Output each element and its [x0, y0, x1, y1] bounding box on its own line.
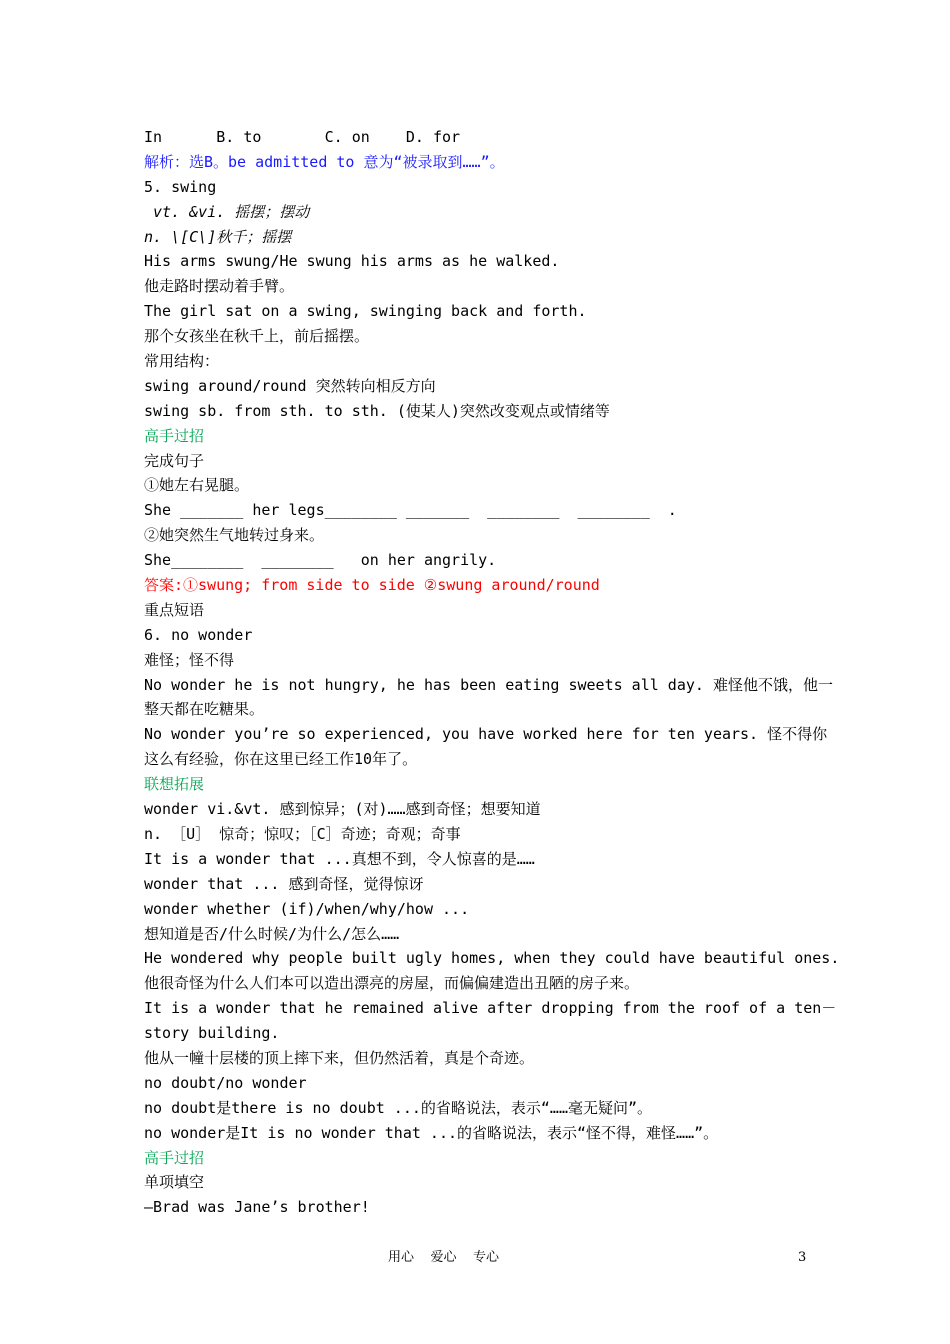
- example-zh: 那个女孩坐在秋千上，前后摇摆。: [144, 327, 370, 346]
- example-line: No wonder he is not hungry, he has been eating sweets all day. 难怪他不饿，他一: [144, 675, 833, 694]
- entry-heading-no-wonder: 6. no wonder: [144, 625, 253, 644]
- definition-verb: vt. &vi. 摇摆；摆动: [144, 202, 310, 221]
- page-footer: [0, 1248, 950, 1268]
- example-line: 他很奇怪为什么人们本可以造出漂亮的房屋，而偏偏建造出丑陋的房子来。: [144, 974, 640, 993]
- definition-noun: n. \[C\]秋千；摇摆: [144, 227, 292, 246]
- page-body: [144, 125, 840, 1220]
- example-line: 他从一幢十层楼的顶上摔下来，但仍然活着，真是个奇迹。: [144, 1048, 535, 1067]
- usage-line: 想知道是否/什么时候/为什么/怎么……: [144, 924, 400, 943]
- section-heading-practice: 高手过招: [144, 1148, 205, 1167]
- exercise-type: 完成句子: [144, 451, 205, 470]
- structure-line: swing around/round 突然转向相反方向: [144, 376, 436, 395]
- exercise-prompt: ②她突然生气地转过身来。: [144, 526, 325, 545]
- definition-line: wonder vi.&vt. 感到惊异；(对)……感到奇怪；想要知道: [144, 800, 541, 819]
- entry-heading-swing: 5. swing: [144, 177, 217, 196]
- dialogue-line: —Brad was Jane’s brother!: [144, 1198, 370, 1217]
- structures-heading: 常用结构：: [144, 352, 220, 371]
- example-line: No wonder you’re so experienced, you have worked here for ten years. 怪不得你: [144, 725, 828, 744]
- example-zh: 他走路时摆动着手臂。: [144, 277, 295, 296]
- example-en: His arms swung/He swung his arms as he walked.: [144, 252, 560, 271]
- comparison-line: no wonder是It is no wonder that ...的省略说法，表示“怪不得，难怪……”。: [144, 1123, 719, 1142]
- exercise-prompt: ①她左右晃腿。: [144, 476, 250, 495]
- comparison-line: no doubt是there is no doubt ...的省略说法，表示“……毫无疑问”。: [144, 1098, 653, 1117]
- definition-line: n. ［U］ 惊奇；惊叹；［C］奇迹；奇观；奇事: [144, 824, 461, 843]
- definition-line: 难怪；怪不得: [144, 650, 235, 669]
- example-line: He wondered why people built ugly homes, when they could have beautiful ones.: [144, 949, 840, 968]
- page-number: 3: [798, 1250, 807, 1265]
- usage-line: wonder whether (if)/when/why/how ...: [144, 899, 470, 918]
- comparison-heading: no doubt/no wonder: [144, 1073, 307, 1092]
- section-heading-extension: 联想拓展: [144, 775, 205, 794]
- exercise-blank-line: She________ ________ on her angrily.: [144, 551, 497, 570]
- usage-line: It is a wonder that ...真想不到，令人惊喜的是……: [144, 849, 535, 868]
- exercise-blank-line: She _______ her legs________ _______ ________ ________ .: [144, 501, 677, 520]
- example-line: 整天都在吃糖果。: [144, 700, 265, 719]
- section-heading-practice: 高手过招: [144, 426, 205, 445]
- example-line: 这么有经验，你在这里已经工作10年了。: [144, 750, 418, 769]
- answer-options-line: In B. to C. on D. for: [144, 128, 461, 146]
- answer-line: 答案:①swung; from side to side ②swung around/round: [144, 576, 600, 595]
- section-heading-phrases: 重点短语: [144, 600, 205, 619]
- example-line: It is a wonder that he remained alive after dropping from the roof of a ten－: [144, 999, 837, 1018]
- example-en: The girl sat on a swing, swinging back and forth.: [144, 302, 587, 321]
- footer-motto: 用心 爱心 专心: [388, 1250, 500, 1265]
- exercise-type: 单项填空: [144, 1173, 205, 1192]
- analysis-line: 解析：选B。be admitted to 意为“被录取到……”。: [144, 152, 505, 171]
- usage-line: wonder that ... 感到奇怪，觉得惊讶: [144, 874, 424, 893]
- structure-line: swing sb. from sth. to sth. (使某人)突然改变观点或情绪等: [144, 401, 610, 420]
- example-line: story building.: [144, 1024, 280, 1043]
